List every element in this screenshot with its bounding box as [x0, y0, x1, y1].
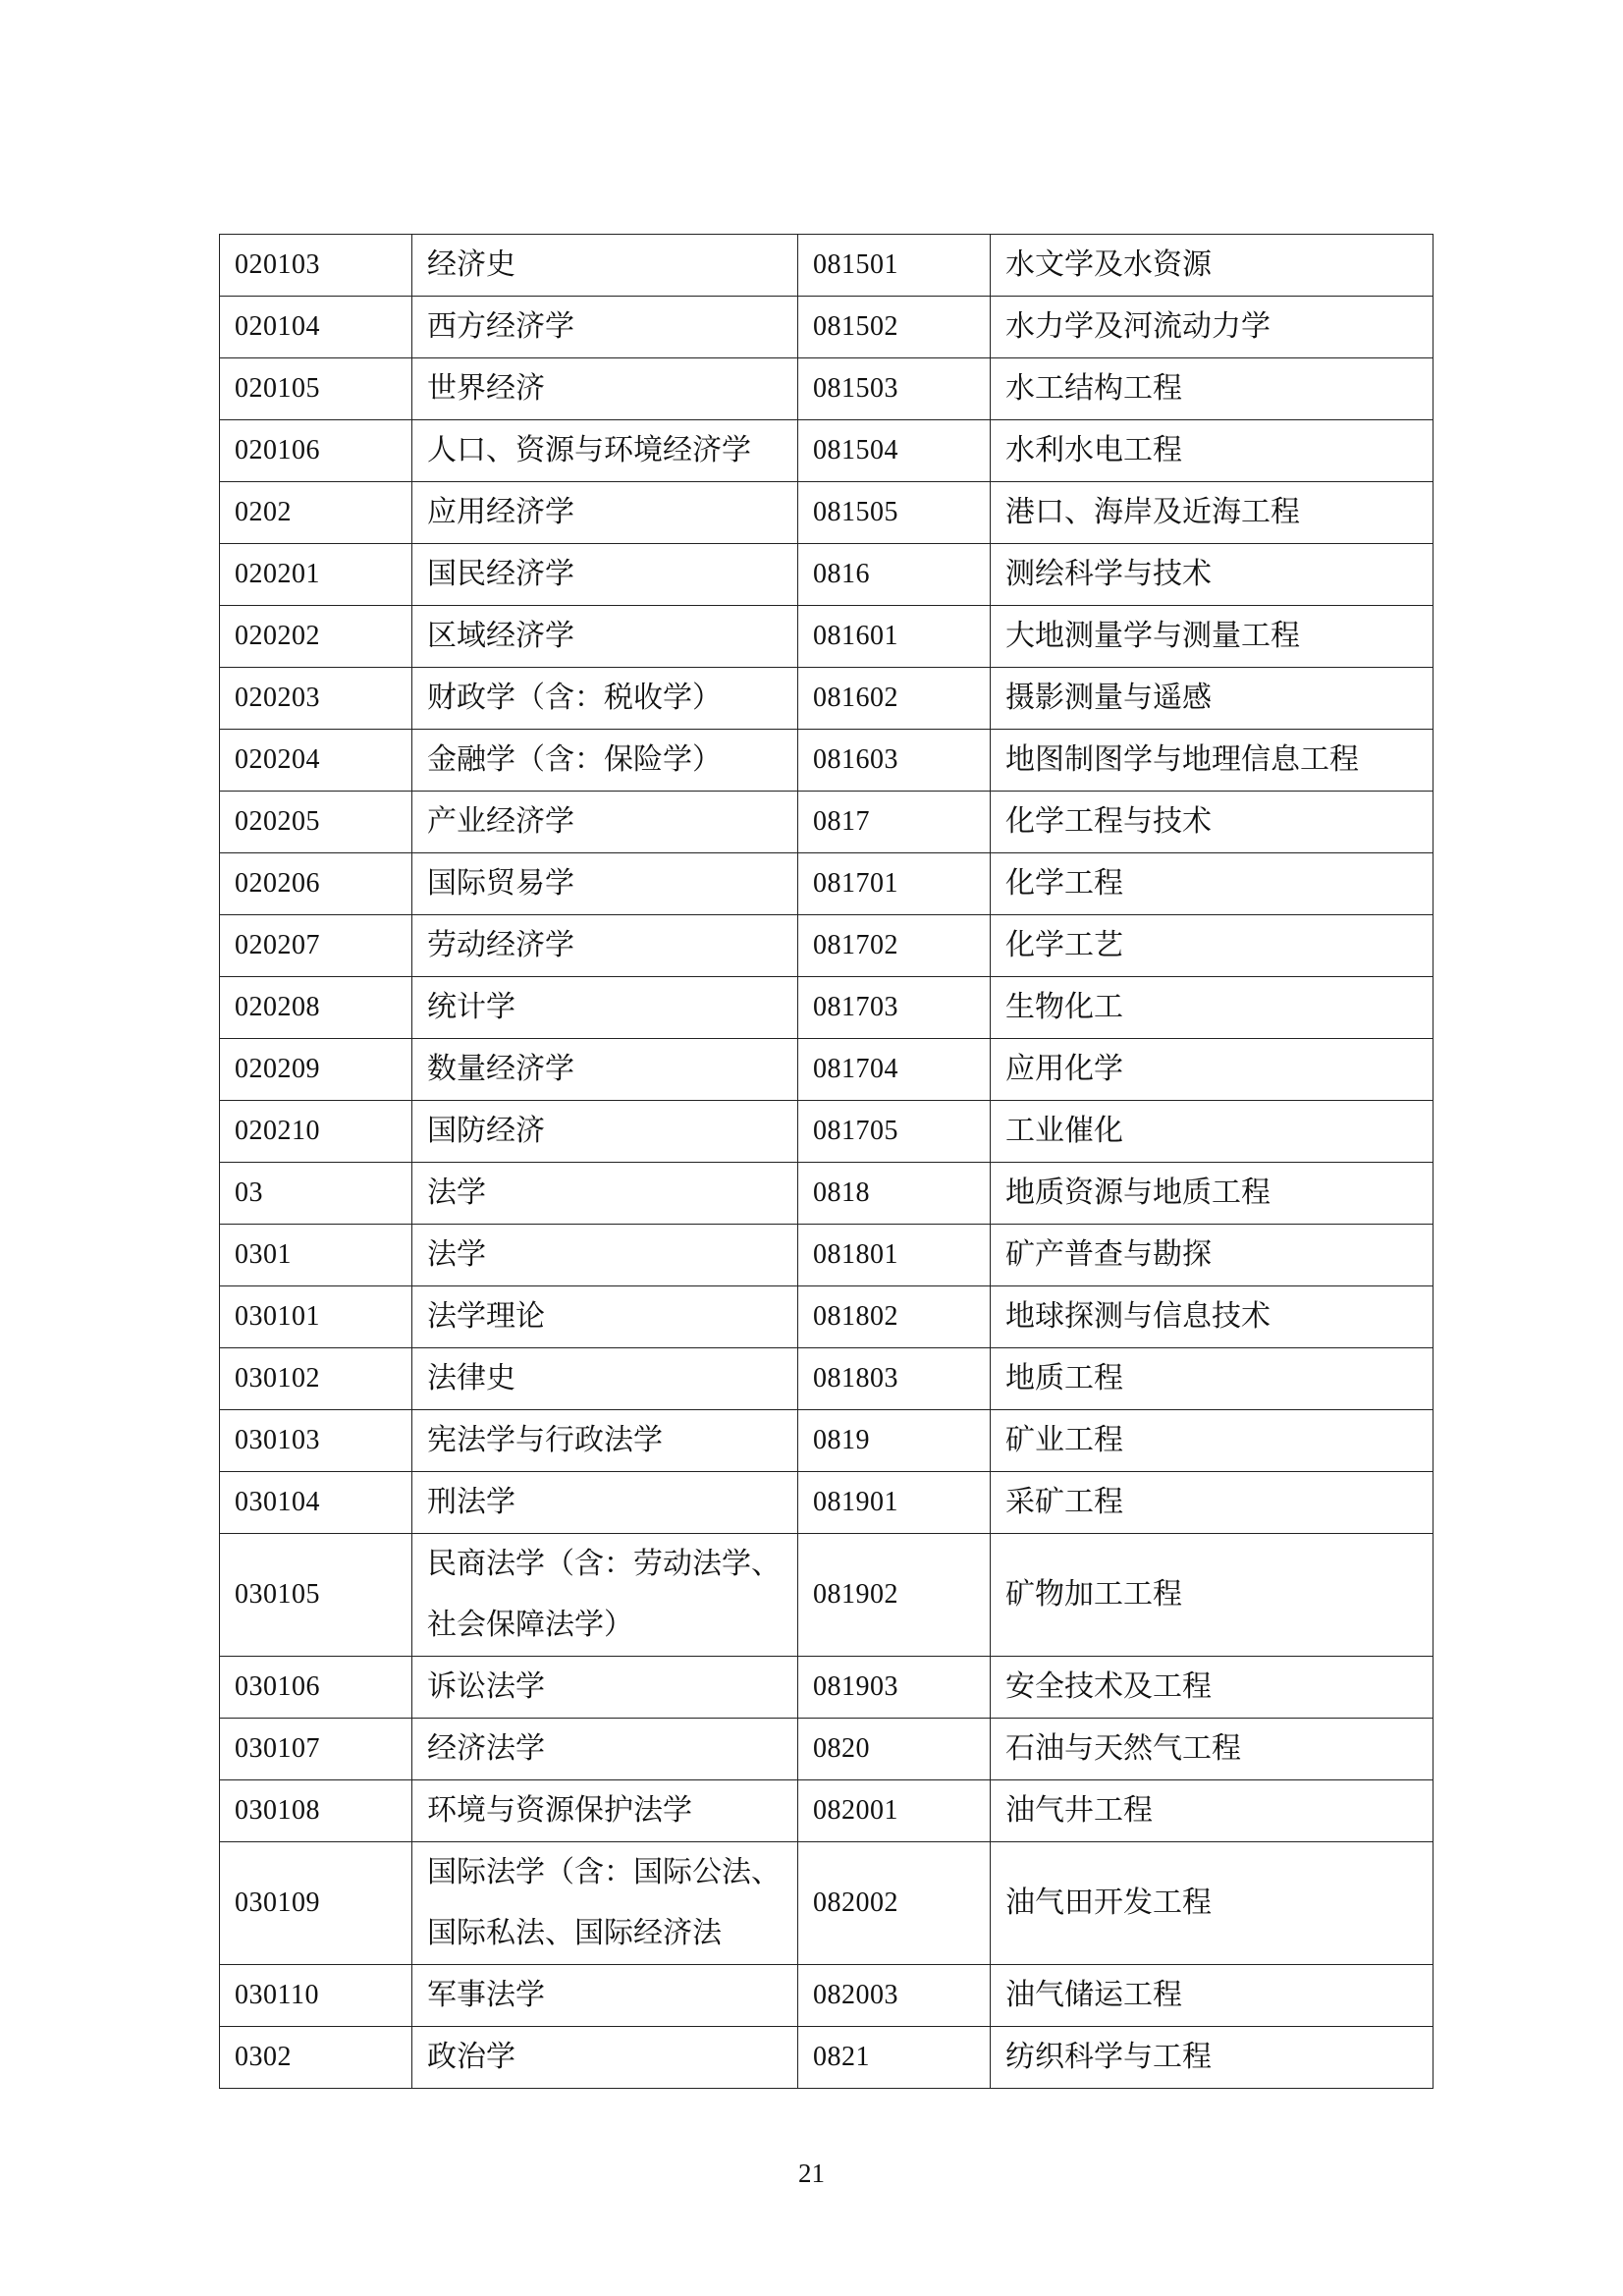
table-row: [220, 297, 1434, 358]
table-row: [220, 1410, 1434, 1472]
left-name-line: 法律史: [427, 1361, 515, 1395]
right-name-line: 生物化工: [1005, 990, 1123, 1024]
left-name-line: 法学: [427, 1175, 486, 1210]
right-name-cell: [991, 297, 1434, 358]
right-code-cell: 0820: [798, 1719, 991, 1780]
right-name-line: 矿物加工工程: [1005, 1577, 1182, 1612]
right-name-line: 水文学及水资源: [1005, 247, 1212, 282]
right-code-cell: 0817: [798, 792, 991, 853]
right-name-cell: [991, 358, 1434, 420]
table-row: [220, 977, 1434, 1039]
left-code-cell: 020104: [220, 297, 412, 358]
right-name-line: 地球探测与信息技术: [1005, 1299, 1271, 1334]
left-name-cell: [412, 1657, 798, 1719]
left-name-line: 应用经济学: [427, 495, 574, 529]
table-row: [220, 1780, 1434, 1842]
table-row: [220, 1101, 1434, 1163]
table-row: [220, 2027, 1434, 2089]
left-name-line: 宪法学与行政法学: [427, 1423, 663, 1457]
left-code-cell: 020208: [220, 977, 412, 1039]
left-code-cell: 03: [220, 1163, 412, 1225]
right-name-line: 测绘科学与技术: [1005, 557, 1212, 591]
right-code-cell: 082003: [798, 1965, 991, 2027]
left-code-cell: 020204: [220, 730, 412, 792]
left-code-cell: 030104: [220, 1472, 412, 1534]
right-name-line: 摄影测量与遥感: [1005, 681, 1212, 715]
right-code-cell: 0821: [798, 2027, 991, 2089]
left-name-cell: [412, 358, 798, 420]
table-row: [220, 1286, 1434, 1348]
left-name-cell: [412, 853, 798, 915]
right-name-cell: [991, 668, 1434, 730]
right-name-line: 大地测量学与测量工程: [1005, 619, 1300, 653]
left-name-cell: [412, 297, 798, 358]
table-row: [220, 420, 1434, 482]
left-name-cell: [412, 1410, 798, 1472]
right-name-line: 水利水电工程: [1005, 433, 1182, 467]
right-name-cell: [991, 544, 1434, 606]
left-name-cell: [412, 606, 798, 668]
left-name-cell: [412, 544, 798, 606]
table-row: [220, 915, 1434, 977]
right-code-cell: 081803: [798, 1348, 991, 1410]
right-name-line: 化学工程与技术: [1005, 804, 1212, 839]
left-name-line: 军事法学: [427, 1978, 545, 2012]
right-name-cell: [991, 1225, 1434, 1286]
right-code-cell: 081703: [798, 977, 991, 1039]
right-code-cell: 081801: [798, 1225, 991, 1286]
left-name-line: 民商法学（含：劳动法学、: [427, 1547, 781, 1581]
right-name-line: 安全技术及工程: [1005, 1669, 1212, 1704]
right-name-line: 水力学及河流动力学: [1005, 309, 1271, 344]
table-row: [220, 668, 1434, 730]
left-name-line: 刑法学: [427, 1485, 515, 1519]
table-row: [220, 853, 1434, 915]
right-name-cell: [991, 1965, 1434, 2027]
right-name-line: 油气田开发工程: [1005, 1886, 1212, 1920]
right-name-cell: [991, 1719, 1434, 1780]
left-code-cell: 020207: [220, 915, 412, 977]
right-name-cell: [991, 1472, 1434, 1534]
right-name-line: 地质资源与地质工程: [1005, 1175, 1271, 1210]
right-code-cell: 081802: [798, 1286, 991, 1348]
left-name-cell: [412, 730, 798, 792]
left-name-cell: [412, 1163, 798, 1225]
right-code-cell: 081501: [798, 235, 991, 297]
left-name-line: 国际私法、国际经济法: [427, 1916, 722, 1950]
right-name-cell: [991, 1657, 1434, 1719]
left-code-cell: 030103: [220, 1410, 412, 1472]
right-code-cell: 081902: [798, 1534, 991, 1657]
right-name-cell: [991, 977, 1434, 1039]
right-code-cell: 081701: [798, 853, 991, 915]
right-code-cell: 081601: [798, 606, 991, 668]
left-name-line: 国民经济学: [427, 557, 574, 591]
left-name-cell: [412, 420, 798, 482]
table-row: [220, 1842, 1434, 1965]
left-name-line: 经济法学: [427, 1731, 545, 1766]
left-code-cell: 020209: [220, 1039, 412, 1101]
right-name-cell: [991, 1780, 1434, 1842]
left-code-cell: 020106: [220, 420, 412, 482]
right-name-line: 矿产普查与勘探: [1005, 1237, 1212, 1272]
left-name-cell: [412, 1348, 798, 1410]
left-name-cell: [412, 1534, 798, 1657]
left-code-cell: 0202: [220, 482, 412, 544]
table-row: [220, 730, 1434, 792]
left-name-cell: [412, 1965, 798, 2027]
right-name-line: 采矿工程: [1005, 1485, 1123, 1519]
left-name-line: 国际法学（含：国际公法、: [427, 1855, 781, 1889]
right-code-cell: 081504: [798, 420, 991, 482]
left-name-line: 法学: [427, 1237, 486, 1272]
table-row: [220, 1534, 1434, 1657]
table-row: [220, 1039, 1434, 1101]
left-code-cell: 020103: [220, 235, 412, 297]
page-number: 21: [798, 2159, 825, 2188]
left-name-line: 区域经济学: [427, 619, 574, 653]
table-row: [220, 1225, 1434, 1286]
right-name-cell: [991, 1534, 1434, 1657]
right-name-cell: [991, 420, 1434, 482]
left-name-line: 劳动经济学: [427, 928, 574, 962]
right-name-cell: [991, 1286, 1434, 1348]
left-name-line: 社会保障法学）: [427, 1608, 633, 1642]
left-code-cell: 030109: [220, 1842, 412, 1965]
left-name-line: 产业经济学: [427, 804, 574, 839]
right-code-cell: 081603: [798, 730, 991, 792]
left-name-cell: [412, 977, 798, 1039]
left-name-line: 统计学: [427, 990, 515, 1024]
left-name-line: 环境与资源保护法学: [427, 1793, 692, 1828]
left-code-cell: 020105: [220, 358, 412, 420]
discipline-code-table: [219, 234, 1434, 2089]
left-code-cell: 020206: [220, 853, 412, 915]
left-name-cell: [412, 1842, 798, 1965]
right-name-cell: [991, 1410, 1434, 1472]
left-name-line: 国防经济: [427, 1114, 545, 1148]
right-name-line: 水工结构工程: [1005, 371, 1182, 406]
left-code-cell: 030105: [220, 1534, 412, 1657]
left-code-cell: 0302: [220, 2027, 412, 2089]
table-row: [220, 1657, 1434, 1719]
right-name-line: 地图制图学与地理信息工程: [1005, 742, 1359, 777]
left-code-cell: 020201: [220, 544, 412, 606]
right-code-cell: 0816: [798, 544, 991, 606]
left-name-cell: [412, 1225, 798, 1286]
left-name-cell: [412, 235, 798, 297]
right-name-line: 化学工艺: [1005, 928, 1123, 962]
right-code-cell: 081702: [798, 915, 991, 977]
right-name-line: 地质工程: [1005, 1361, 1123, 1395]
right-code-cell: 081505: [798, 482, 991, 544]
left-name-cell: [412, 1286, 798, 1348]
left-code-cell: 030101: [220, 1286, 412, 1348]
left-name-cell: [412, 1719, 798, 1780]
left-name-line: 世界经济: [427, 371, 545, 406]
left-code-cell: 0301: [220, 1225, 412, 1286]
right-name-line: 应用化学: [1005, 1052, 1123, 1086]
left-code-cell: 030108: [220, 1780, 412, 1842]
left-name-line: 经济史: [427, 247, 515, 282]
right-code-cell: 081901: [798, 1472, 991, 1534]
left-name-cell: [412, 915, 798, 977]
left-name-cell: [412, 1039, 798, 1101]
right-name-line: 纺织科学与工程: [1005, 2040, 1212, 2074]
right-code-cell: 0819: [798, 1410, 991, 1472]
right-name-cell: [991, 2027, 1434, 2089]
right-name-cell: [991, 235, 1434, 297]
right-code-cell: 081502: [798, 297, 991, 358]
table-body: [220, 235, 1434, 2089]
left-name-line: 诉讼法学: [427, 1669, 545, 1704]
right-name-cell: [991, 1163, 1434, 1225]
left-code-cell: 030102: [220, 1348, 412, 1410]
left-code-cell: 030110: [220, 1965, 412, 2027]
table-row: [220, 482, 1434, 544]
right-name-cell: [991, 915, 1434, 977]
right-code-cell: 081705: [798, 1101, 991, 1163]
left-code-cell: 030107: [220, 1719, 412, 1780]
right-code-cell: 081602: [798, 668, 991, 730]
left-code-cell: 020210: [220, 1101, 412, 1163]
left-code-cell: 020202: [220, 606, 412, 668]
left-name-cell: [412, 1101, 798, 1163]
left-name-cell: [412, 2027, 798, 2089]
right-name-cell: [991, 792, 1434, 853]
right-name-line: 石油与天然气工程: [1005, 1731, 1241, 1766]
table-row: [220, 1719, 1434, 1780]
left-code-cell: 020203: [220, 668, 412, 730]
left-name-line: 法学理论: [427, 1299, 545, 1334]
right-name-line: 港口、海岸及近海工程: [1005, 495, 1300, 529]
right-name-cell: [991, 1039, 1434, 1101]
right-name-line: 油气井工程: [1005, 1793, 1153, 1828]
left-name-line: 金融学（含：保险学）: [427, 742, 722, 777]
right-code-cell: 082002: [798, 1842, 991, 1965]
table-row: [220, 1965, 1434, 2027]
table-row: [220, 1472, 1434, 1534]
left-name-cell: [412, 668, 798, 730]
right-code-cell: 082001: [798, 1780, 991, 1842]
left-name-cell: [412, 1780, 798, 1842]
table-row: [220, 544, 1434, 606]
right-code-cell: 081903: [798, 1657, 991, 1719]
table-row: [220, 358, 1434, 420]
left-code-cell: 030106: [220, 1657, 412, 1719]
left-code-cell: 020205: [220, 792, 412, 853]
right-name-line: 工业催化: [1005, 1114, 1123, 1148]
table-row: [220, 606, 1434, 668]
right-name-cell: [991, 606, 1434, 668]
table-row: [220, 1163, 1434, 1225]
right-name-cell: [991, 1842, 1434, 1965]
table-row: [220, 792, 1434, 853]
right-name-line: 化学工程: [1005, 866, 1123, 901]
left-name-line: 西方经济学: [427, 309, 574, 344]
left-name-line: 财政学（含：税收学）: [427, 681, 722, 715]
right-name-cell: [991, 482, 1434, 544]
left-name-cell: [412, 792, 798, 853]
left-name-cell: [412, 482, 798, 544]
left-name-line: 国际贸易学: [427, 866, 574, 901]
right-name-cell: [991, 1348, 1434, 1410]
right-code-cell: 081503: [798, 358, 991, 420]
right-name-line: 油气储运工程: [1005, 1978, 1182, 2012]
right-name-cell: [991, 1101, 1434, 1163]
left-name-line: 数量经济学: [427, 1052, 574, 1086]
table-row: [220, 235, 1434, 297]
right-code-cell: 0818: [798, 1163, 991, 1225]
left-name-line: 政治学: [427, 2040, 515, 2074]
left-name-line: 人口、资源与环境经济学: [427, 433, 751, 467]
right-name-cell: [991, 853, 1434, 915]
right-name-cell: [991, 730, 1434, 792]
table-row: [220, 1348, 1434, 1410]
left-name-cell: [412, 1472, 798, 1534]
right-name-line: 矿业工程: [1005, 1423, 1123, 1457]
right-code-cell: 081704: [798, 1039, 991, 1101]
